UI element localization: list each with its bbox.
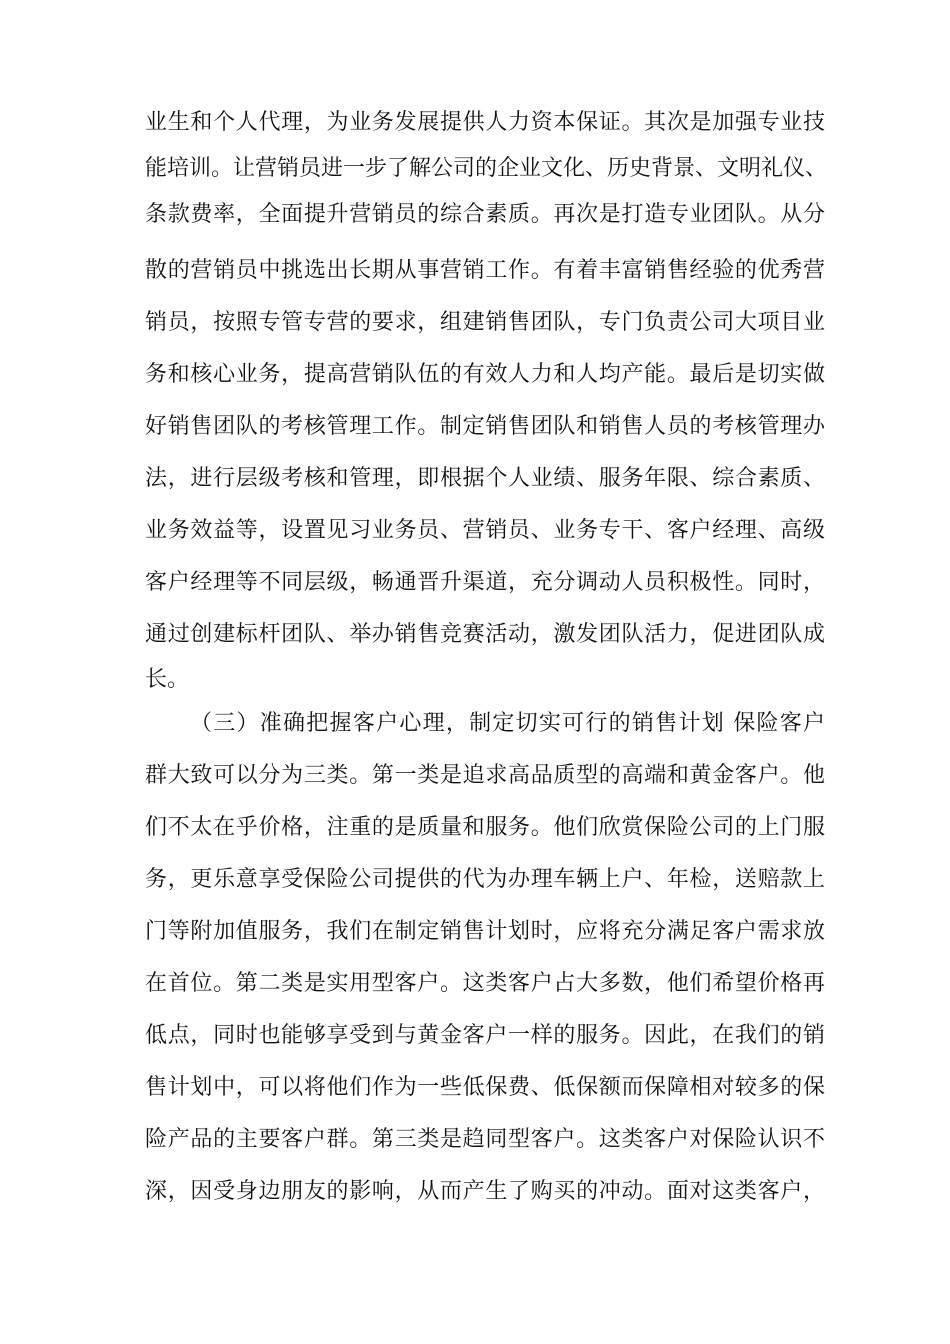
text-line: 业务效益等，设置见习业务员、营销员、业务专干、客户经理、高级 [145,518,825,543]
text-line: 通过创建标杆团队、举办销售竞赛活动，激发团队活力，促进团队成 [145,622,825,647]
text-line: 好销售团队的考核管理工作。制定销售团队和销售人员的考核管理办 [145,414,825,439]
text-line: 长。 [145,667,190,692]
text-line: 深，因受身边朋友的影响，从而产生了购买的冲动。面对这类客户， [145,1179,825,1204]
text-line: 散的营销员中挑选出长期从事营销工作。有着丰富销售经验的优秀营 [145,258,825,283]
text-line: 低点，同时也能够享受到与黄金客户一样的服务。因此，在我们的销 [145,1023,825,1048]
text-line: 门等附加值服务，我们在制定销售计划时，应将充分满足客户需求放 [145,919,825,944]
text-line: 条款费率，全面提升营销员的综合素质。再次是打造专业团队。从分 [145,202,825,227]
text-line: 务，更乐意享受保险公司提供的代为办理车辆上户、年检，送赔款上 [145,867,825,892]
text-line: 群大致可以分为三类。第一类是追求高品质型的高端和黄金客户。他 [145,763,825,788]
text-line: 售计划中，可以将他们作为一些低保费、低保额而保障相对较多的保 [145,1075,825,1100]
text-line: 们不太在乎价格，注重的是质量和服务。他们欣赏保险公司的上门服 [145,815,825,840]
text-line: 销员，按照专管专营的要求，组建销售团队，专门负责公司大项目业 [145,310,825,335]
text-line: 业生和个人代理，为业务发展提供人力资本保证。其次是加强专业技 [145,110,825,135]
section-heading-line: （三）准确把握客户心理，制定切实可行的销售计划 保险客户 [190,711,825,736]
text-line: 在首位。第二类是实用型客户。这类客户占大多数，他们希望价格再 [145,971,825,996]
text-line: 务和核心业务，提高营销队伍的有效人力和人均产能。最后是切实做 [145,362,825,387]
text-line: 客户经理等不同层级，畅通晋升渠道，充分调动人员积极性。同时， [145,570,825,595]
text-line: 险产品的主要客户群。第三类是趋同型客户。这类客户对保险认识不 [145,1127,825,1152]
text-line: 能培训。让营销员进一步了解公司的企业文化、历史背景、文明礼仪、 [145,156,828,181]
text-line: 法，进行层级考核和管理，即根据个人业绩、服务年限、综合素质、 [145,466,825,491]
